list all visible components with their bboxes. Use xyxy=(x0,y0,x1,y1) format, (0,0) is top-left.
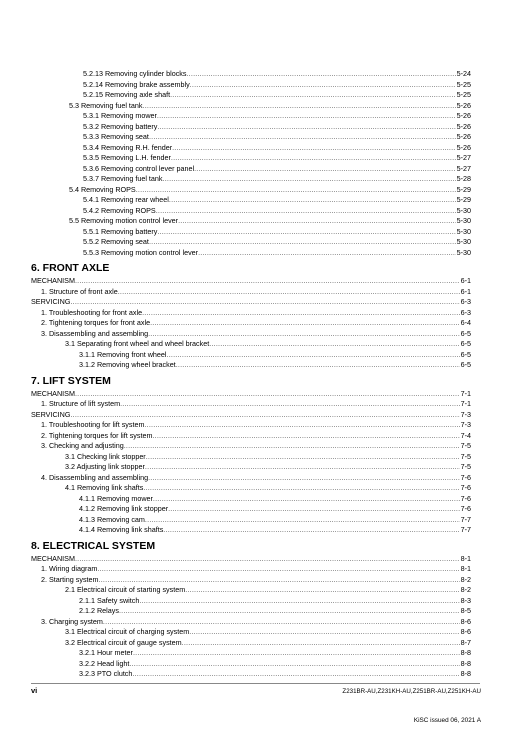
toc-entry[interactable] xyxy=(31,554,471,565)
toc-entry[interactable] xyxy=(31,248,471,259)
toc-entry-page: 8-1 xyxy=(460,564,471,573)
dot-leader xyxy=(75,389,460,400)
toc-entry-page: 7-1 xyxy=(460,399,471,408)
dot-leader xyxy=(152,431,459,442)
toc-entry[interactable] xyxy=(31,564,471,575)
toc-entry-page: 8-6 xyxy=(460,616,471,626)
toc-entry-page: 7-6 xyxy=(460,504,471,513)
dot-leader xyxy=(153,494,460,505)
dot-leader xyxy=(157,111,456,122)
toc-entry-page: 5-26 xyxy=(456,100,471,110)
toc-entry-title: 5.2.13 Removing cylinder blocks xyxy=(83,69,187,78)
toc-entry-page: 7-6 xyxy=(460,472,471,482)
toc-entry[interactable] xyxy=(31,69,471,80)
toc-entry[interactable] xyxy=(31,638,471,649)
dot-leader xyxy=(168,504,460,515)
section-heading: 7. LIFT SYSTEM xyxy=(31,374,111,387)
section-heading: 8. ELECTRICAL SYSTEM xyxy=(31,539,156,552)
toc-entry-title: 5.3 Removing fuel tank xyxy=(69,100,143,110)
toc-entry[interactable] xyxy=(31,606,471,617)
toc-entry-title: 3.1 Checking link stopper xyxy=(65,451,146,461)
toc-entry-title: 5.4 Removing ROPS xyxy=(69,184,136,194)
dot-leader xyxy=(163,525,459,536)
toc-entry[interactable] xyxy=(31,287,471,298)
dot-leader xyxy=(133,648,460,659)
dot-leader xyxy=(97,564,459,575)
toc-entry-title: 3. Charging system xyxy=(41,616,103,626)
dot-leader xyxy=(132,669,459,680)
dot-leader xyxy=(136,185,456,196)
dot-leader xyxy=(156,206,456,217)
dot-leader xyxy=(186,69,455,80)
toc-entry[interactable] xyxy=(31,462,471,473)
toc-entry[interactable] xyxy=(31,596,471,607)
toc-entry-page: 7-5 xyxy=(460,441,471,450)
toc-entry[interactable] xyxy=(31,441,471,452)
toc-entry-title: 5.3.1 Removing mower xyxy=(83,111,157,120)
toc-entry-title: 1. Structure of lift system xyxy=(41,399,121,408)
toc-entry[interactable] xyxy=(31,648,471,659)
dot-leader xyxy=(190,80,456,91)
dot-leader xyxy=(182,638,460,649)
toc-entry-title: SERVICING xyxy=(31,409,71,419)
section-heading: 6. FRONT AXLE xyxy=(31,262,110,274)
toc-entry-title: 5.4.1 Removing rear wheel xyxy=(83,195,169,204)
dot-leader xyxy=(124,441,460,452)
toc-entry-title: 2. Tightening torques for front axle xyxy=(41,318,151,327)
toc-entry-title: 2. Tightening torques for lift system xyxy=(41,430,153,440)
toc-entry-page: 5-25 xyxy=(456,90,471,99)
toc-entry-page: 5-26 xyxy=(456,111,471,120)
dot-leader xyxy=(143,483,459,494)
toc-entry-page: 7-5 xyxy=(460,451,471,461)
dot-leader xyxy=(170,90,456,101)
toc-entry-title: 3.1 Separating front wheel and wheel bracket xyxy=(65,339,210,348)
toc-entry[interactable] xyxy=(31,80,471,91)
toc-entry-page: 7-4 xyxy=(460,430,471,440)
toc-entry[interactable] xyxy=(31,185,471,196)
toc-entry-page: 5-30 xyxy=(456,237,471,246)
dot-leader xyxy=(169,195,456,206)
toc-entry-title: 5.2.14 Removing brake assembly xyxy=(83,79,190,89)
toc-entry-page: 5-28 xyxy=(456,174,471,183)
dot-leader xyxy=(176,360,460,371)
dot-leader xyxy=(103,617,460,628)
toc-entry[interactable] xyxy=(31,227,471,238)
dot-leader xyxy=(149,132,456,143)
toc-entry[interactable] xyxy=(31,659,471,670)
toc-entry-page: 5-26 xyxy=(456,142,471,152)
toc-entry-page: 5-30 xyxy=(456,216,471,225)
footer-page-number: vi xyxy=(31,686,38,695)
dot-leader xyxy=(209,339,459,350)
toc-entry-page: 5-30 xyxy=(456,226,471,236)
toc-entry-page: 5-30 xyxy=(456,205,471,215)
dot-leader xyxy=(75,554,460,565)
toc-entry-title: 2.1.2 Relays xyxy=(79,606,119,615)
toc-entry-page: 8-1 xyxy=(460,553,471,563)
toc-entry-page: 5-29 xyxy=(456,195,471,204)
toc-entry-title: 5.3.6 Removing control lever panel xyxy=(83,163,195,173)
toc-entry-page: 7-1 xyxy=(460,388,471,398)
toc-entry-page: 6-5 xyxy=(460,339,471,348)
toc-entry-title: 5.5.1 Removing battery xyxy=(83,226,158,236)
toc-entry[interactable] xyxy=(31,164,471,175)
dot-leader xyxy=(163,174,456,185)
toc-entry[interactable] xyxy=(31,617,471,628)
dot-leader xyxy=(157,227,455,238)
toc-entry-page: 5-24 xyxy=(456,69,471,78)
toc-entry-page: 6-5 xyxy=(460,328,471,338)
toc-entry-page: 8-5 xyxy=(460,606,471,615)
toc-entry-page: 7-5 xyxy=(460,462,471,471)
dot-leader xyxy=(198,248,456,259)
dot-leader xyxy=(148,473,460,484)
toc-entry[interactable] xyxy=(31,452,471,463)
toc-entry[interactable] xyxy=(31,515,471,526)
toc-entry[interactable] xyxy=(31,90,471,101)
dot-leader xyxy=(70,410,459,421)
dot-leader xyxy=(167,350,460,361)
toc-entry[interactable] xyxy=(31,483,471,494)
dot-leader xyxy=(146,452,460,463)
toc-entry[interactable] xyxy=(31,276,471,287)
dot-leader xyxy=(189,627,459,638)
toc-entry[interactable] xyxy=(31,389,471,400)
toc-entry-page: 6-5 xyxy=(460,360,471,369)
toc-entry-title: 5.5 Removing motion control lever xyxy=(69,216,179,225)
toc-entry[interactable] xyxy=(31,339,471,350)
dot-leader xyxy=(150,318,460,329)
dot-leader xyxy=(129,659,459,670)
dot-leader xyxy=(99,575,460,586)
dot-leader xyxy=(143,101,456,112)
toc-entry[interactable] xyxy=(31,410,471,421)
toc-entry-title: 3.1.1 Removing front wheel xyxy=(79,349,167,359)
toc-entry[interactable] xyxy=(31,216,471,227)
toc-entry-page: 8-2 xyxy=(460,574,471,584)
toc-entry[interactable] xyxy=(31,308,471,319)
toc-entry-title: MECHANISM xyxy=(31,276,75,285)
toc-entry[interactable] xyxy=(31,297,471,308)
toc-entry-title: 5.3.5 Removing L.H. fender xyxy=(83,153,171,162)
toc-entry-title: 5.2.15 Removing axle shaft xyxy=(83,90,171,99)
toc-entry[interactable] xyxy=(31,494,471,505)
toc-entry[interactable] xyxy=(31,431,471,442)
toc-entry-title: 4.1.1 Removing mower xyxy=(79,493,153,503)
dot-leader xyxy=(157,122,455,133)
toc-entry-title: 2.1.1 Safety switch xyxy=(79,595,140,605)
dot-leader xyxy=(75,276,460,287)
toc-entry[interactable] xyxy=(31,420,471,431)
toc-entry[interactable] xyxy=(31,473,471,484)
toc-entry[interactable] xyxy=(31,132,471,143)
toc-entry[interactable] xyxy=(31,206,471,217)
toc-entry-title: 5.4.2 Removing ROPS xyxy=(83,205,156,215)
dot-leader xyxy=(144,420,459,431)
toc-entry-page: 6-3 xyxy=(460,307,471,317)
toc-entry-page: 5-29 xyxy=(456,184,471,194)
toc-entry[interactable] xyxy=(31,504,471,515)
toc-entry-title: 3. Disassembling and assembling xyxy=(41,328,149,338)
toc-entry-page: 7-7 xyxy=(460,525,471,534)
toc-entry[interactable] xyxy=(31,350,471,361)
toc-entry-title: 3.1.2 Removing wheel bracket xyxy=(79,360,176,369)
toc-entry-title: 5.3.4 Removing R.H. fender xyxy=(83,142,173,152)
toc-entry-page: 5-27 xyxy=(456,163,471,173)
toc-entry-title: 2. Starting system xyxy=(41,574,99,584)
toc-entry[interactable] xyxy=(31,329,471,340)
toc-entry[interactable] xyxy=(31,360,471,371)
toc-entry-title: 5.5.2 Removing seat xyxy=(83,237,149,246)
toc-entry-page: 8-8 xyxy=(460,669,471,678)
dot-leader xyxy=(142,308,460,319)
dot-leader xyxy=(139,596,459,607)
toc-entry-page: 7-6 xyxy=(460,493,471,503)
toc-entry-page: 7-7 xyxy=(460,514,471,524)
dot-leader xyxy=(120,399,460,410)
dot-leader xyxy=(149,237,456,248)
toc-entry-page: 5-26 xyxy=(456,121,471,131)
toc-entry[interactable] xyxy=(31,627,471,638)
dot-leader xyxy=(185,585,459,596)
toc-entry-title: 5.3.2 Removing battery xyxy=(83,121,158,131)
toc-entry-page: 7-3 xyxy=(460,409,471,419)
toc-entry[interactable] xyxy=(31,111,471,122)
toc-entry-page: 8-6 xyxy=(460,627,471,636)
toc-entry[interactable] xyxy=(31,143,471,154)
toc-entry[interactable] xyxy=(31,575,471,586)
toc-entry-title: 4.1.4 Removing link shafts xyxy=(79,525,164,534)
toc-entry[interactable] xyxy=(31,153,471,164)
toc-entry[interactable] xyxy=(31,525,471,536)
toc-entry-page: 8-7 xyxy=(460,637,471,647)
toc-entry-page: 5-30 xyxy=(456,247,471,257)
toc-entry[interactable] xyxy=(31,174,471,185)
toc-entry-page: 7-6 xyxy=(460,483,471,492)
toc-entry-title: 3.1 Electrical circuit of charging system xyxy=(65,627,190,636)
dot-leader xyxy=(118,287,460,298)
toc-entry-title: 3.2 Electrical circuit of gauge system xyxy=(65,637,182,647)
toc-entry-page: 8-3 xyxy=(460,595,471,605)
toc-entry-page: 6-5 xyxy=(460,349,471,359)
dot-leader xyxy=(172,143,456,154)
toc-entry-page: 5-27 xyxy=(456,153,471,162)
toc-entry-title: MECHANISM xyxy=(31,388,75,398)
toc-entry-page: 8-8 xyxy=(460,658,471,668)
footer-issue-date: KiSC issued 06, 2021 A xyxy=(413,717,481,724)
toc-entry-page: 6-1 xyxy=(460,276,471,285)
toc-entry-title: 2.1 Electrical circuit of starting system xyxy=(65,585,186,594)
dot-leader xyxy=(119,606,460,617)
dot-leader xyxy=(171,153,456,164)
toc-entry[interactable] xyxy=(31,669,471,680)
toc-entry[interactable] xyxy=(31,399,471,410)
toc-entry-page: 7-3 xyxy=(460,420,471,429)
toc-entry-page: 8-8 xyxy=(460,648,471,657)
toc-entry-title: 5.5.3 Removing motion control lever xyxy=(83,247,199,257)
toc-entry-title: 4.1 Removing link shafts xyxy=(65,483,144,492)
toc-entry-page: 5-25 xyxy=(456,79,471,89)
toc-entry-page: 8-2 xyxy=(460,585,471,594)
toc-entry-title: 5.3.3 Removing seat xyxy=(83,132,149,141)
toc-entry-title: SERVICING xyxy=(31,297,71,306)
toc-entry[interactable] xyxy=(31,101,471,112)
toc-entry-title: 3.2.1 Hour meter xyxy=(79,648,133,657)
toc-entry-title: 5.3.7 Removing fuel tank xyxy=(83,174,163,183)
toc-entry-title: 3.2.2 Head light xyxy=(79,658,130,668)
footer-model-list: Z231BR-AU,Z231KH-AU,Z251BR-AU,Z251KH-AU xyxy=(342,688,481,695)
toc-entry[interactable] xyxy=(31,122,471,133)
toc-entry-page: 5-26 xyxy=(456,132,471,141)
toc-entry-page: 6-4 xyxy=(460,318,471,327)
toc-entry-title: 4.1.3 Removing cam xyxy=(79,514,145,524)
toc-entry-title: 3.2 Adjusting link stopper xyxy=(65,462,145,471)
table-of-contents xyxy=(31,69,471,680)
dot-leader xyxy=(145,515,460,526)
toc-entry-title: 1. Wiring diagram xyxy=(41,564,98,573)
dot-leader xyxy=(70,297,459,308)
dot-leader xyxy=(194,164,456,175)
toc-entry[interactable] xyxy=(31,237,471,248)
toc-entry-page: 6-3 xyxy=(460,297,471,306)
toc-entry-title: 1. Structure of front axle xyxy=(41,286,118,296)
toc-entry-page: 6-1 xyxy=(460,286,471,296)
toc-entry[interactable] xyxy=(31,195,471,206)
toc-entry-title: 3. Checking and adjusting xyxy=(41,441,124,450)
toc-entry[interactable] xyxy=(31,585,471,596)
toc-entry-title: 1. Troubleshooting for front axle xyxy=(41,307,143,317)
dot-leader xyxy=(178,216,456,227)
toc-entry-title: 4.1.2 Removing link stopper xyxy=(79,504,169,513)
toc-entry-title: 4. Disassembling and assembling xyxy=(41,472,149,482)
dot-leader xyxy=(148,329,460,340)
dot-leader xyxy=(145,462,460,473)
footer-divider xyxy=(31,683,480,684)
toc-entry-title: 3.2.3 PTO clutch xyxy=(79,669,133,678)
toc-entry[interactable] xyxy=(31,318,471,329)
toc-entry-title: MECHANISM xyxy=(31,553,75,563)
toc-entry-title: 1. Troubleshooting for lift system xyxy=(41,420,145,429)
